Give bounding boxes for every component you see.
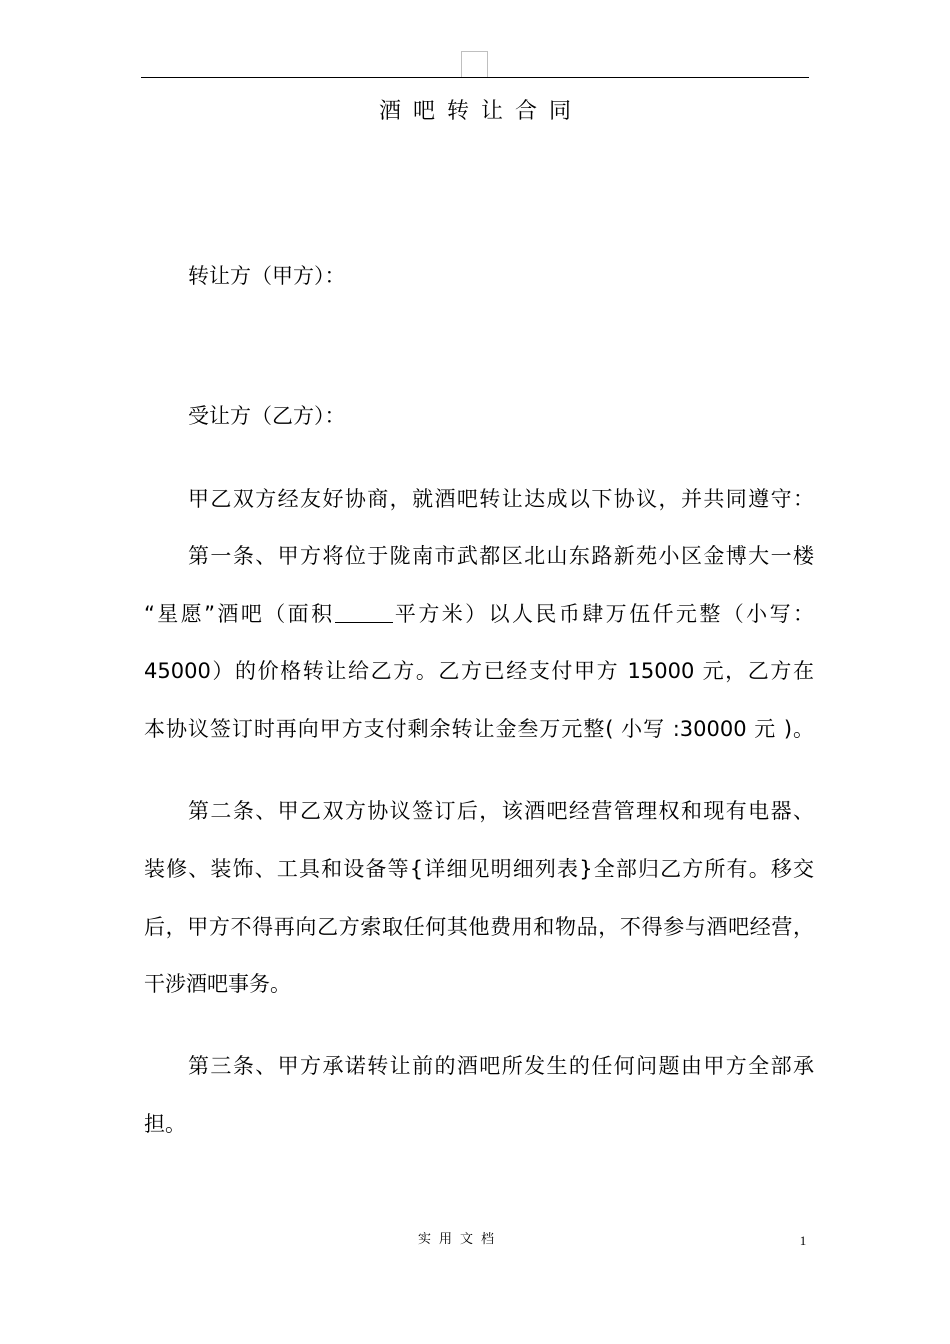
article1-line2b: 平方米）以人民币肆万伍仟元整（小写： bbox=[392, 602, 815, 626]
header-box bbox=[461, 51, 488, 77]
intro-paragraph: 甲乙双方经友好协商，就酒吧转让达成以下协议，并共同遵守： bbox=[188, 487, 814, 511]
article1-line3: 45000）的价格转让给乙方。乙方已经支付甲方 15000 元，乙方在 bbox=[144, 659, 814, 683]
header-rule bbox=[141, 77, 809, 78]
area-blank bbox=[335, 600, 393, 623]
party-b-label: 受让方（乙方）： bbox=[188, 404, 346, 428]
footer-label: 实用文档 bbox=[417, 1232, 502, 1247]
article1-line4: 本协议签订时再向甲方支付剩余转让金叁万元整( 小写 :30000 元 )。 bbox=[144, 717, 814, 741]
party-a-label: 转让方（甲方）： bbox=[188, 264, 346, 288]
article3-line1: 第三条、甲方承诺转让前的酒吧所发生的任何问题由甲方全部承 bbox=[188, 1054, 814, 1078]
article1-line1: 第一条、甲方将位于陇南市武都区北山东路新苑小区金博大一楼 bbox=[188, 544, 814, 568]
document-title: 酒吧转让合同 bbox=[378, 99, 583, 124]
article3-line2: 担。 bbox=[144, 1112, 186, 1136]
article1-line2 bbox=[144, 598, 814, 630]
article2-line1: 第二条、甲乙双方协议签订后，该酒吧经营管理权和现有电器、 bbox=[188, 799, 814, 823]
article2-line3: 后，甲方不得再向乙方索取任何其他费用和物品，不得参与酒吧经营， bbox=[144, 915, 814, 939]
page-number: 1 bbox=[799, 1233, 807, 1248]
article1-line2a: “星愿”酒吧（面积 bbox=[144, 602, 335, 626]
article2-line2: 装修、装饰、工具和设备等{详细见明细列表}全部归乙方所有。移交 bbox=[144, 857, 814, 881]
article2-line4: 干涉酒吧事务。 bbox=[144, 972, 291, 996]
